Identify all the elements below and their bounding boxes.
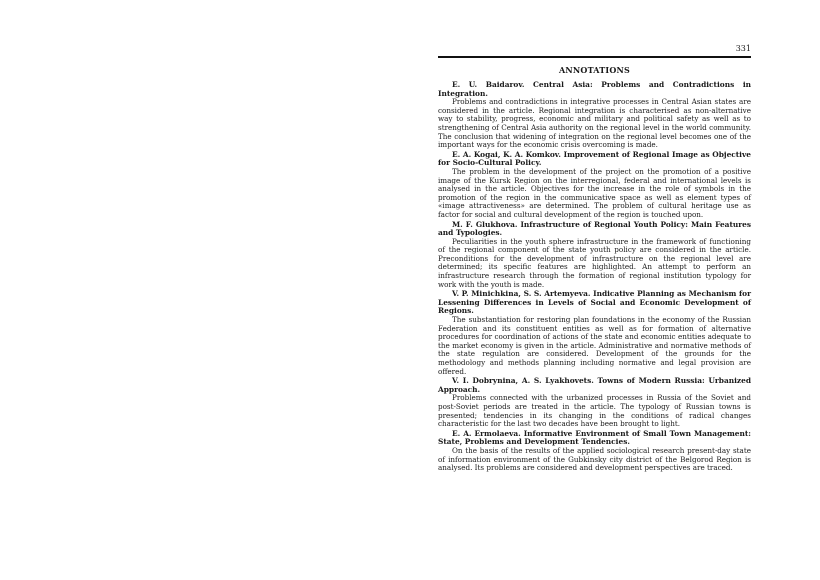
- annotation-entry: [438, 290, 751, 376]
- annotation-title: E. U. Baidarov. Central Asia: Problems and Contradictions in Integration.: [438, 80, 751, 98]
- annotation-body: The problem in the development of the project on the promotion of a positive image of the Kursk Region on the interregional, federal and international levels is analysed in the article. Objectives for the increase in the role of symbols in the promotion of the region in the communicative space as well as element types of «image attractiveness» are determined. The problem of cultural heritage use as factor for social and cultural development of the region is touched upon.: [438, 166, 751, 219]
- annotation-title: V. P. Minichkina, S. S. Artemyeva. Indicative Planning as Mechanism for Lessening Differences in Levels of Social and Economic Development of Regions.: [438, 289, 751, 316]
- page-number: 331: [735, 44, 751, 53]
- annotation-title: M. F. Glukhova. Infrastructure of Regional Youth Policy: Main Features and Typologies.: [438, 219, 751, 238]
- annotation-entry: [438, 221, 751, 290]
- right-page: [438, 44, 751, 474]
- annotation-title: E. A. Kogai, K. A. Komkov. Improvement of Regional Image as Objective for Socio-Cultural Policy.: [438, 149, 751, 168]
- annotation-body: The substantiation for restoring plan foundations in the economy of the Russian Federation and its constituent entities as well as for formation of alternative procedures for coordination of actions of the state and economic entities adequate to the market economy is given in the article. Administrative and normative methods of the state regulation are considered. Development of the grounds for the methodology and methods planning including normative and legal provision are offered.: [438, 315, 751, 376]
- annotation-title: V. I. Dobrynina, A. S. Lyakhovets. Towns of Modern Russia: Urbanized Approach.: [438, 376, 751, 394]
- annotation-title: E. A. Ermolaeva. Informative Environment of Small Town Management: State, Problems and Development Tendencies.: [438, 428, 751, 447]
- annotation-body: Problems connected with the urbanized processes in Russia of the Soviet and post-Soviet periods are treated in the article. The typology of Russian towns is presented; tendencies in its changing in the conditions of radical changes characteristic for the last two decades have been brought to light.: [438, 393, 751, 429]
- annotation-entry: [438, 151, 751, 220]
- annotation-body: Problems and contradictions in integrative processes in Central Asian states are considered in the article. Regional integration is characterised as non-alternative way to stability, progress, economic and military and political safety as well as to strengthening of Central Asia authority on the regional level in the world community. The conclusion that widening of integration on the regional level becomes one of the important ways for the economic crisis overcoming is made.: [438, 97, 751, 150]
- annotation-entry: [438, 377, 751, 429]
- section-heading: ANNOTATIONS: [558, 65, 631, 75]
- annotation-entry: [438, 430, 751, 473]
- annotation-body: Peculiarities in the youth sphere infrastructure in the framework of functioning of the regional component of the state youth policy are considered in the article. Preconditions for the development of infrastructure on the regional level are determined; its specific features are highlighted. An attempt to perform an infrastructure research through the formation of regional institution typology for work with the youth is made.: [438, 236, 751, 289]
- annotation-body: On the basis of the results of the applied sociological research present-day state of information environment of the Gubkinsky city district of the Belgorod Region is analysed. Its problems are considered and development perspectives are traced.: [438, 445, 751, 473]
- annotation-entry: [438, 81, 751, 150]
- header-rule: [438, 56, 751, 58]
